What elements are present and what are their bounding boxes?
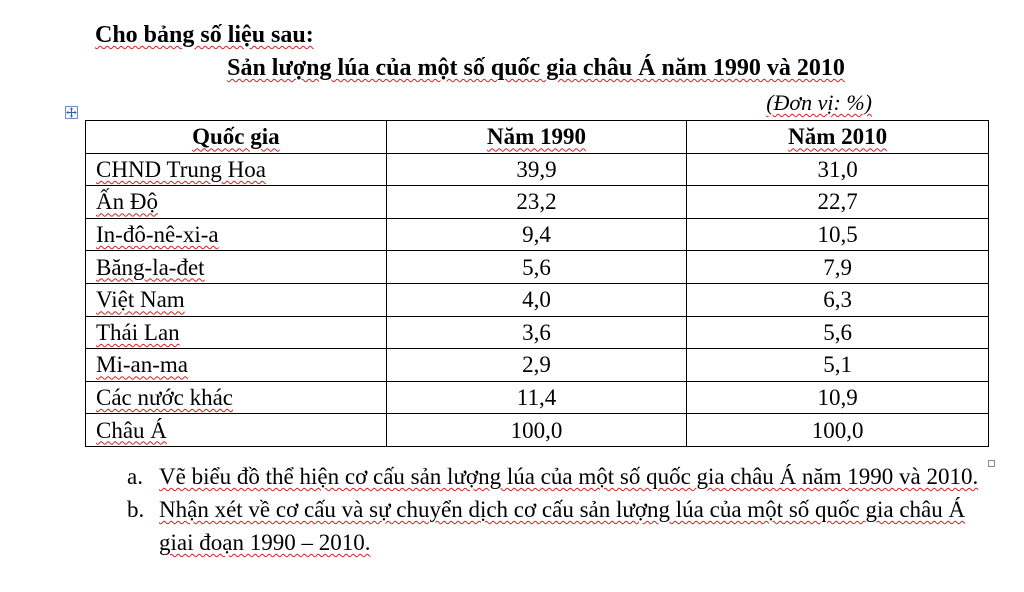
table-row bbox=[86, 153, 989, 186]
question-marker: a. bbox=[127, 464, 143, 489]
table-row bbox=[86, 218, 989, 251]
value-1990-cell: 11,4 bbox=[386, 381, 687, 414]
value-1990-cell: 39,9 bbox=[386, 153, 687, 186]
table-title bbox=[0, 55, 1024, 82]
question-a bbox=[127, 460, 997, 493]
header-year-1990: Năm 1990 bbox=[386, 121, 687, 154]
table-row bbox=[86, 349, 989, 382]
value-2010-cell: 10,5 bbox=[687, 218, 989, 251]
value-2010-cell: 22,7 bbox=[687, 186, 989, 219]
unit-label: (Đơn vị: %) bbox=[766, 90, 872, 115]
table-row bbox=[86, 316, 989, 349]
value-1990-cell: 23,2 bbox=[386, 186, 687, 219]
value-2010-cell: 31,0 bbox=[687, 153, 989, 186]
value-2010-cell: 5,6 bbox=[687, 316, 989, 349]
question-marker: b. bbox=[127, 497, 145, 522]
country-cell: Thái Lan bbox=[86, 316, 387, 349]
value-2010-cell: 5,1 bbox=[687, 349, 989, 382]
country-cell: Châu Á bbox=[86, 414, 387, 447]
header-year-2010: Năm 2010 bbox=[687, 121, 989, 154]
question-b bbox=[127, 493, 997, 559]
table-row bbox=[86, 283, 989, 316]
question-text: Nhận xét về cơ cấu và sự chuyển dịch cơ cấu sản lượng lúa của một số quốc gia châu Á giai đoạn 1990 – 2010. bbox=[159, 497, 966, 555]
country-cell: Băng-la-đet bbox=[86, 251, 387, 284]
table-row bbox=[86, 251, 989, 284]
value-2010-cell: 10,9 bbox=[687, 381, 989, 414]
value-1990-cell: 3,6 bbox=[386, 316, 687, 349]
header-country: Quốc gia bbox=[86, 121, 387, 154]
table-row bbox=[86, 381, 989, 414]
question-list bbox=[127, 460, 997, 559]
country-cell: Mi-an-ma bbox=[86, 349, 387, 382]
table-title-text: Sản lượng lúa của một số quốc gia châu Á năm 1990 và 2010 bbox=[227, 55, 845, 81]
country-cell: In-đô-nê-xi-a bbox=[86, 218, 387, 251]
value-1990-cell: 4,0 bbox=[386, 283, 687, 316]
table-header-row bbox=[86, 121, 989, 154]
value-1990-cell: 2,9 bbox=[386, 349, 687, 382]
value-2010-cell: 6,3 bbox=[687, 283, 989, 316]
table-row bbox=[86, 186, 989, 219]
table-move-handle[interactable] bbox=[65, 106, 78, 119]
value-2010-cell: 100,0 bbox=[687, 414, 989, 447]
country-cell: Các nước khác bbox=[86, 381, 387, 414]
country-cell: CHND Trung Hoa bbox=[86, 153, 387, 186]
country-cell: Ấn Độ bbox=[86, 186, 387, 219]
value-2010-cell: 7,9 bbox=[687, 251, 989, 284]
intro-text: Cho bảng số liệu sau: bbox=[95, 22, 314, 48]
country-cell: Việt Nam bbox=[86, 283, 387, 316]
move-arrows-icon bbox=[66, 107, 77, 118]
value-1990-cell: 9,4 bbox=[386, 218, 687, 251]
question-text: Vẽ biểu đồ thể hiện cơ cấu sản lượng lúa của một số quốc gia châu Á năm 1990 và 2010. bbox=[159, 464, 979, 489]
value-1990-cell: 100,0 bbox=[386, 414, 687, 447]
value-1990-cell: 5,6 bbox=[386, 251, 687, 284]
table-row bbox=[86, 414, 989, 447]
rice-output-table bbox=[85, 120, 989, 447]
